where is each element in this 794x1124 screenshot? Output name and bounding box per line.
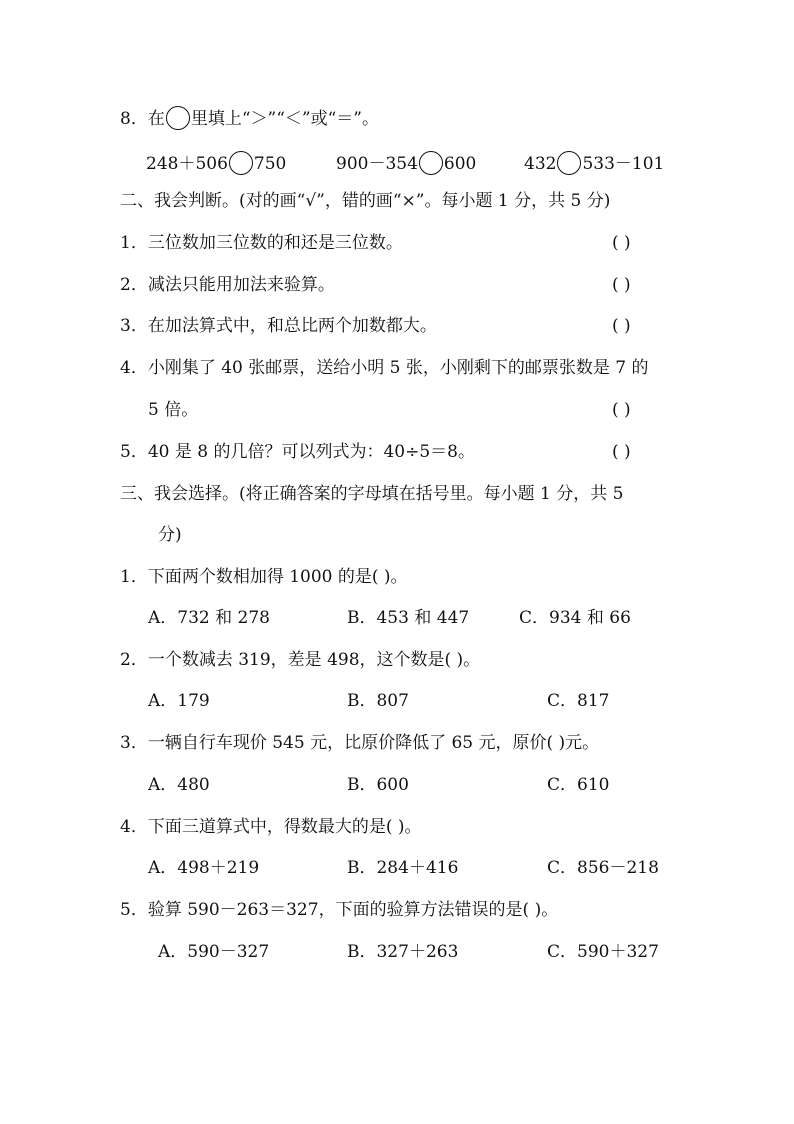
choice-q2-option-c[interactable]: C．817	[547, 691, 610, 711]
choice-q2-stem: 2．一个数减去 319，差是 498，这个数是( )。	[120, 650, 481, 670]
choice-q1-option-c[interactable]: C．934 和 66	[519, 608, 631, 628]
choice-q5-stem: 5．验算 590－263＝327，下面的验算方法错误的是( )。	[120, 900, 559, 920]
choice-q4-option-c[interactable]: C．856－218	[547, 858, 659, 878]
judge-item-3: 3．在加法算式中，和总比两个加数都大。	[120, 316, 437, 336]
choice-q3-option-a[interactable]: A．480	[148, 775, 210, 795]
choice-q1-option-b[interactable]: B．453 和 447	[347, 608, 470, 628]
q8-item-1-left: 248＋506	[146, 154, 228, 174]
choice-q2-option-a[interactable]: A．179	[148, 691, 210, 711]
choice-q4-stem: 4．下面三道算式中，得数最大的是( )。	[120, 817, 422, 837]
q8-suffix: 里填上“＞”“＜”或“＝”。	[190, 109, 379, 129]
q8-item-2-left: 900－354	[336, 154, 418, 174]
q8-item-2	[336, 151, 476, 176]
judge-answer-bracket-5[interactable]: ( )	[612, 442, 631, 462]
judge-answer-bracket-1[interactable]: ( )	[612, 233, 631, 253]
q8-item-3	[524, 151, 664, 176]
choice-q4-option-a[interactable]: A．498＋219	[148, 858, 260, 878]
judge-answer-bracket-4[interactable]: ( )	[612, 400, 631, 420]
q8-item-1	[146, 151, 286, 176]
section3-title-cont: 分)	[158, 525, 182, 545]
judge-item-5: 5．40 是 8 的几倍？可以列式为：40÷5＝8。	[120, 442, 475, 462]
judge-item-4-cont: 5 倍。	[148, 400, 199, 420]
choice-q3-stem: 3．一辆自行车现价 545 元，比原价降低了 65 元，原价( )元。	[120, 733, 600, 753]
q8-item-2-right: 600	[443, 154, 477, 174]
compare-circle-blank[interactable]	[419, 151, 443, 175]
choice-q4-option-b[interactable]: B．284＋416	[347, 858, 459, 878]
judge-answer-bracket-2[interactable]: ( )	[612, 275, 631, 295]
compare-circle-blank[interactable]	[557, 151, 581, 175]
compare-circle-icon	[166, 106, 190, 130]
choice-q5-option-c[interactable]: C．590＋327	[547, 942, 659, 962]
q8-prefix: 8．在	[120, 109, 165, 129]
section3-title: 三、我会选择。(将正确答案的字母填在括号里。每小题 1 分，共 5	[120, 484, 624, 504]
choice-q1-stem: 1．下面两个数相加得 1000 的是( )。	[120, 567, 408, 587]
choice-q5-option-a[interactable]: A．590－327	[158, 942, 270, 962]
choice-q2-option-b[interactable]: B．807	[347, 691, 409, 711]
compare-circle-blank[interactable]	[229, 151, 253, 175]
choice-q3-option-c[interactable]: C．610	[547, 775, 610, 795]
choice-q5-option-b[interactable]: B．327＋263	[347, 942, 459, 962]
q8-item-3-right: 533－101	[582, 154, 665, 174]
section2-title: 二、我会判断。(对的画“√”，错的画“×”。每小题 1 分，共 5 分)	[120, 191, 611, 211]
judge-item-4: 4．小刚集了 40 张邮票，送给小明 5 张，小刚剩下的邮票张数是 7 的	[120, 358, 649, 378]
q8-item-1-right: 750	[253, 154, 287, 174]
judge-item-1: 1．三位数加三位数的和还是三位数。	[120, 233, 403, 253]
choice-q1-option-a[interactable]: A．732 和 278	[148, 608, 270, 628]
q8-instruction	[120, 106, 379, 131]
choice-q3-option-b[interactable]: B．600	[347, 775, 409, 795]
judge-item-2: 2．减法只能用加法来验算。	[120, 275, 335, 295]
judge-answer-bracket-3[interactable]: ( )	[612, 316, 631, 336]
q8-item-3-left: 432	[524, 154, 557, 174]
